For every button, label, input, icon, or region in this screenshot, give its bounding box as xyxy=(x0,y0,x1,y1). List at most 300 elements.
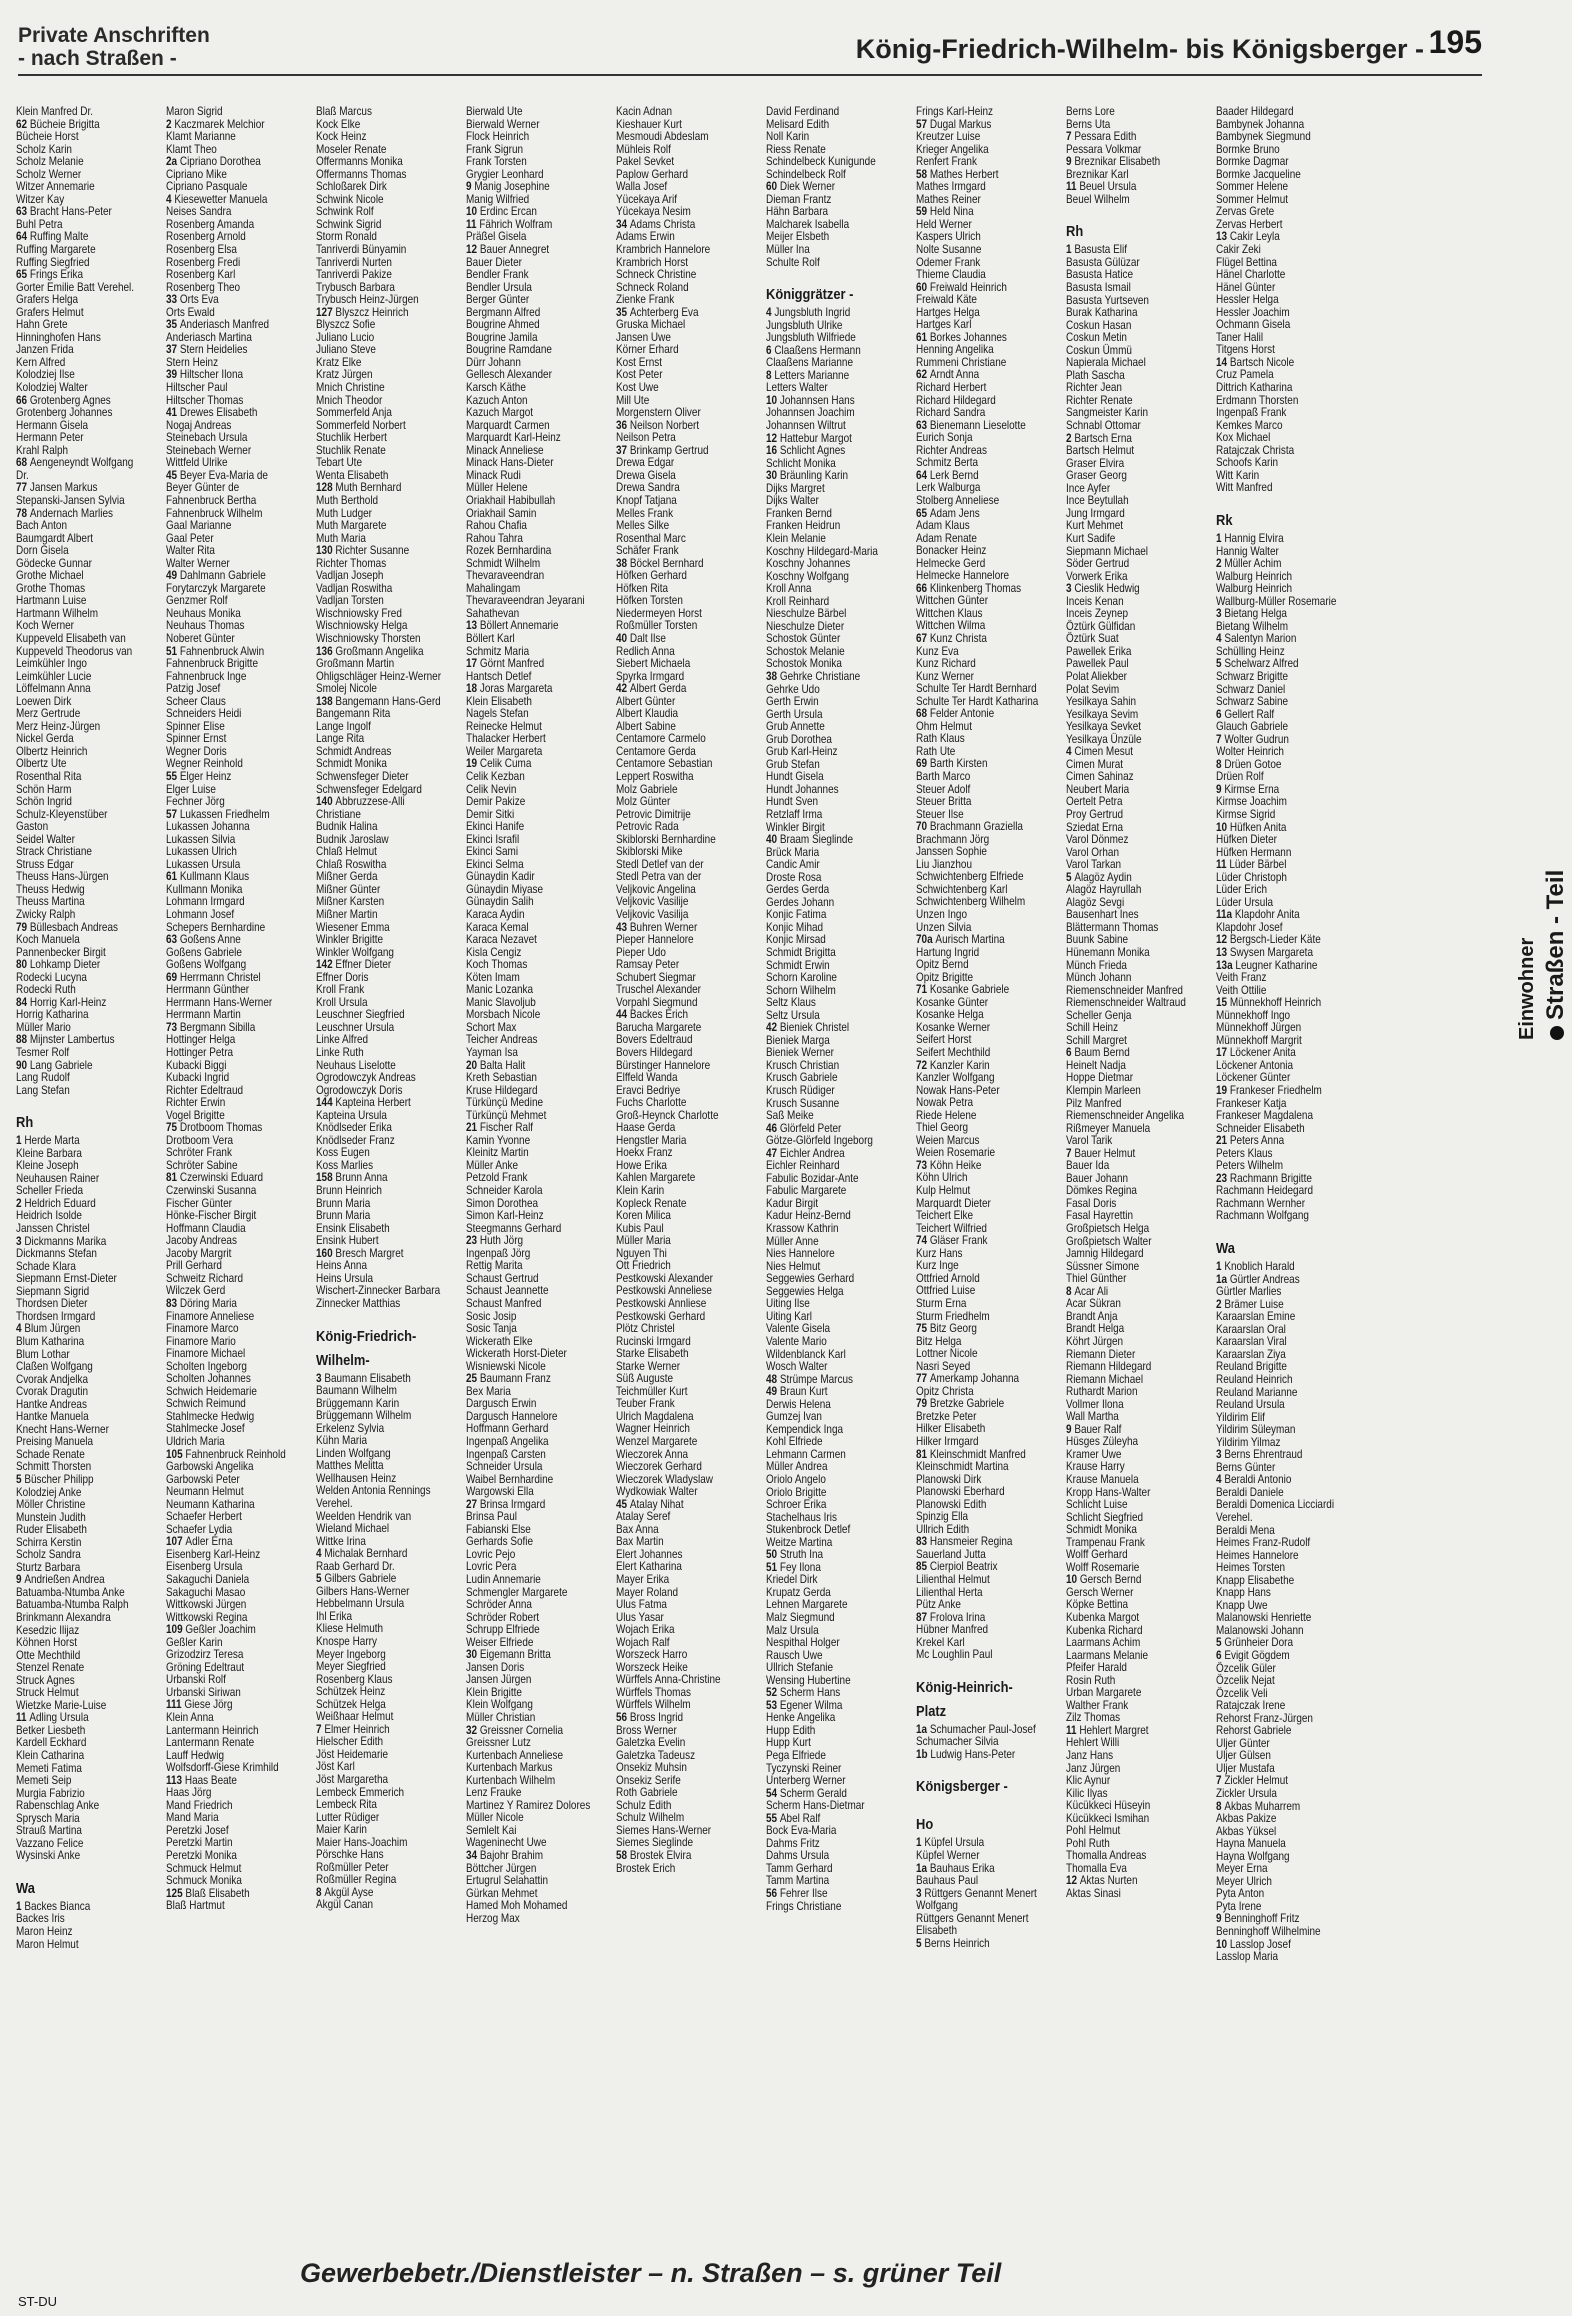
resident-name: Wall Martha xyxy=(1066,1410,1119,1424)
resident-name: Vogel Brigitte xyxy=(166,1108,225,1122)
resident-name: Bierwald Werner xyxy=(466,117,540,131)
resident-name: Manic Slavoljub xyxy=(466,995,536,1009)
resident-name: Scheller Genja xyxy=(1066,1008,1132,1022)
resident-name: Klein Melanie xyxy=(766,531,826,545)
resident-name: Merz Heinz-Jürgen xyxy=(16,719,101,733)
resident-name: Brunn Anna xyxy=(335,1171,388,1185)
resident-name: Günaydin Miyase xyxy=(466,882,544,896)
resident-name: Leppert Roswitha xyxy=(616,769,694,783)
resident-name: Peretzki Martin xyxy=(166,1836,233,1850)
resident-name: Rüttgers Genannt Menert xyxy=(924,1886,1037,1900)
resident-name: Oertelt Petra xyxy=(1066,795,1123,809)
resident-name: Abel Ralf xyxy=(779,1811,821,1825)
resident-name: Schwink Rolf xyxy=(316,205,374,219)
resident-name: Seifert Mechthild xyxy=(916,1046,991,1060)
resident-name: Krambrich Horst xyxy=(616,255,689,269)
resident-name: Janssen Sophie xyxy=(916,845,987,859)
resident-name: Schön Ingrid xyxy=(16,795,72,809)
resident-name: Adler Erna xyxy=(185,1535,233,1549)
resident-name: Bücheie Horst xyxy=(16,130,79,144)
resident-name: Roßmüller Peter xyxy=(316,1860,389,1874)
resident-name: Taner Halil xyxy=(1216,330,1264,344)
house-number: 5 xyxy=(916,1936,925,1950)
resident-name: Winkler Brigitte xyxy=(316,933,384,947)
resident-name: Tamm Martina xyxy=(766,1874,830,1888)
resident-name: Noll Karin xyxy=(766,130,810,144)
resident-name: Aurisch Martina xyxy=(935,933,1005,947)
resident-name: Goßens Wolfgang xyxy=(166,958,247,972)
house-entry xyxy=(916,1536,1052,1549)
resident-name: Herrmann Hans-Werner xyxy=(166,995,273,1009)
resident-name: Fey Ilona xyxy=(779,1560,821,1574)
resident-name: Riede Helene xyxy=(916,1108,977,1122)
resident-name: Plath Sascha xyxy=(1066,368,1125,382)
resident-name: Braun Kurt xyxy=(779,1385,828,1399)
resident-name: Centamore Carmelo xyxy=(616,732,706,746)
resident-name: Bross Ingrid xyxy=(629,1711,684,1724)
house-entry xyxy=(916,633,1052,646)
resident-name: Gerdes Johann xyxy=(766,895,835,909)
resident-name: Lovric Pejo xyxy=(466,1547,516,1561)
resident-name: Müller Christian xyxy=(466,1711,536,1724)
resident-name: Buhren Werner xyxy=(629,920,698,934)
house-number: 55 xyxy=(166,769,180,783)
house-number: 160 xyxy=(316,1246,336,1260)
resident-name: Krusch Christian xyxy=(766,1058,840,1072)
resident-name: Hermann Gisela xyxy=(16,418,89,432)
resident-name: Teichert Elke xyxy=(916,1209,974,1223)
house-entry xyxy=(616,683,752,696)
house-number: 58 xyxy=(916,167,930,181)
resident-name: Hundt Sven xyxy=(766,795,819,809)
resident-name: Fischer Ralf xyxy=(479,1121,534,1135)
resident-name: Kosanke Gabriele xyxy=(929,983,1010,997)
resident-name: Thiel Georg xyxy=(916,1121,969,1135)
resident-name: Gaal Peter xyxy=(166,531,214,545)
resident-name: Centamore Sebastian xyxy=(616,757,713,771)
house-entry xyxy=(166,1122,302,1135)
resident-name: Witt Karin xyxy=(1216,468,1260,482)
resident-name: Meijer Elsbeth xyxy=(766,230,830,244)
resident-name: Roßmüller Regina xyxy=(316,1873,397,1887)
resident-name: Kubacki Ingrid xyxy=(166,1071,230,1085)
resident-name: Koren Milica xyxy=(616,1209,671,1223)
resident-name: Scheller Frieda xyxy=(16,1184,84,1198)
resident-name: Heimes Hannelore xyxy=(1216,1548,1299,1562)
resident-name: Rausch Uwe xyxy=(766,1648,823,1662)
resident-name: Acar Sükran xyxy=(1066,1297,1121,1311)
resident-name: Sauerland Jutta xyxy=(916,1547,986,1561)
resident-name: Pannenbecker Birgit xyxy=(16,945,106,959)
resident-name: Renfert Frank xyxy=(916,155,977,169)
resident-name: Orts Ewald xyxy=(166,305,215,319)
resident-name: Dr. xyxy=(16,468,29,482)
resident-name: Matthes Melitta xyxy=(316,1459,384,1473)
resident-name: Großmann Angelika xyxy=(335,644,424,658)
resident-name: Schulte Ter Hardt Katharina xyxy=(916,694,1039,708)
resident-name: Lehmann Carmen xyxy=(766,1447,846,1461)
resident-name: Münnekhoff Ingo xyxy=(1216,1008,1291,1022)
resident-name: Kahlen Margarete xyxy=(616,1171,696,1185)
resident-name: Yücekaya Nesim xyxy=(616,205,691,219)
resident-name: Steinebach Werner xyxy=(166,443,252,457)
resident-name: Atalay Seref xyxy=(616,1510,671,1524)
house-number: 49 xyxy=(766,1385,780,1399)
resident-name: Kubis Paul xyxy=(616,1221,664,1235)
house-number: 66 xyxy=(16,393,30,407)
resident-name: Akbas Yüksel xyxy=(1216,1824,1277,1838)
house-number: 2 xyxy=(1216,557,1225,571)
house-number: 13a xyxy=(1216,958,1236,972)
house-entry xyxy=(1216,997,1352,1010)
resident-name: Kücükkeci Ismihan xyxy=(1066,1811,1150,1825)
house-number: 35 xyxy=(616,305,630,319)
resident-name: Yildirim Süleyman xyxy=(1216,1423,1296,1437)
resident-name: Höfken Torsten xyxy=(616,594,683,608)
resident-name: Malanowski Henriette xyxy=(1216,1611,1312,1625)
house-number: 11 xyxy=(16,1711,30,1725)
resident-name: Geßler Karin xyxy=(166,1635,223,1649)
resident-name: Wenzel Margarete xyxy=(616,1434,698,1448)
resident-name: Hartges Helga xyxy=(916,305,980,319)
resident-name: Richter Edeltraud xyxy=(166,1083,244,1097)
resident-name: Wolfsdorff-Giese Krimhild xyxy=(166,1761,279,1775)
resident-name: Lembeck Rita xyxy=(316,1798,377,1812)
resident-name: Kliese Helmuth xyxy=(316,1622,384,1636)
resident-name: Hartmann Wilhelm xyxy=(16,606,99,620)
resident-name: Frankeser Friedhelm xyxy=(1229,1084,1322,1098)
house-number: 72 xyxy=(916,1058,930,1072)
house-number: 11 xyxy=(1216,858,1230,872)
resident-name: Uljer Gülsen xyxy=(1216,1749,1271,1763)
resident-name: Yildirim Yilmaz xyxy=(1216,1435,1281,1449)
house-number: 1 xyxy=(16,1899,25,1913)
resident-name: Schwarz Sabine xyxy=(1216,695,1289,709)
resident-name: Stenzel Renate xyxy=(16,1661,85,1675)
resident-name: Leuschner Siegfried xyxy=(316,1008,405,1022)
spacer xyxy=(1216,495,1352,507)
resident-name: Offermanns Thomas xyxy=(316,167,407,181)
resident-name: Schostok Günter xyxy=(766,632,841,646)
resident-name: Wieczorek Gerhard xyxy=(616,1460,702,1474)
resident-name: Schaust Manfred xyxy=(466,1296,542,1310)
resident-name: Jungsbluth Wilfriede xyxy=(766,331,856,345)
resident-name: Koch Thomas xyxy=(466,958,528,972)
house-entry xyxy=(16,1574,152,1587)
resident-name: Tebart Ute xyxy=(316,456,363,470)
resident-name: Mißner Karsten xyxy=(316,895,385,909)
resident-name: Siebert Michaela xyxy=(616,657,691,671)
house-number: 77 xyxy=(916,1372,930,1386)
resident-name: Haas Beate xyxy=(184,1773,237,1787)
resident-name: Schmuck Monika xyxy=(166,1874,242,1888)
resident-name: Martinez Y Ramirez Dolores xyxy=(466,1798,591,1812)
resident-name: Bauer Helmut xyxy=(1074,1146,1136,1160)
resident-name: Bex Maria xyxy=(466,1384,511,1398)
side-tab-label xyxy=(1516,869,1569,1040)
resident-name: Schneck Roland xyxy=(616,280,689,294)
resident-name: Finamore Mario xyxy=(166,1334,236,1348)
house-entry xyxy=(166,294,302,307)
resident-name: Derwis Helena xyxy=(766,1397,831,1411)
resident-name: Wittchen Klaus xyxy=(916,606,983,620)
resident-name: Vadljan Joseph xyxy=(316,569,384,583)
resident-name: Drewa Edgar xyxy=(616,456,675,470)
resident-name: Neilson Norbert xyxy=(629,418,700,432)
resident-name: Kleinschmidt Manfred xyxy=(929,1447,1026,1461)
resident-name: Borkes Johannes xyxy=(929,330,1007,344)
resident-name: Bangemann Hans-Gerd xyxy=(335,694,441,708)
resident-name: Ingenpaß Angelika xyxy=(466,1434,549,1448)
resident-name: Beraldi Mena xyxy=(1216,1523,1275,1537)
house-number: 47 xyxy=(766,1146,780,1160)
house-number: 21 xyxy=(466,1121,480,1135)
resident-name: Kurz Inge xyxy=(916,1259,959,1273)
resident-name: Schmidt Monika xyxy=(316,757,387,771)
resident-name: Köhrt Jürgen xyxy=(1066,1334,1124,1348)
resident-name: Rehorst Franz-Jürgen xyxy=(1216,1711,1313,1725)
house-number: 37 xyxy=(616,443,630,457)
resident-name: Berger Günter xyxy=(466,293,530,307)
resident-name: Scholten Johannes xyxy=(166,1372,251,1386)
resident-name: Muth Berthold xyxy=(316,493,379,507)
resident-name: Kubacki Biggi xyxy=(166,1058,227,1072)
resident-name: Gaston xyxy=(16,820,49,834)
resident-name: Würffels Anna-Christine xyxy=(616,1673,721,1687)
resident-name: Unterberg Werner xyxy=(766,1774,846,1788)
resident-name: Eisenberg Ursula xyxy=(166,1560,243,1574)
house-number: 1a xyxy=(916,1861,930,1875)
house-number: 7 xyxy=(1216,1774,1225,1788)
resident-name: Büscher Philipp xyxy=(24,1472,94,1486)
resident-name: Teicher Andreas xyxy=(466,1033,538,1047)
resident-name: Sommer Helmut xyxy=(1216,192,1289,206)
resident-name: Janz Hans xyxy=(1066,1749,1114,1762)
resident-name: Hupp Edith xyxy=(766,1723,816,1737)
resident-name: Ekinci Hanife xyxy=(466,820,525,834)
house-number: 79 xyxy=(916,1397,930,1411)
resident-name: Cimen Murat xyxy=(1066,757,1124,771)
house-number: 69 xyxy=(916,757,930,771)
resident-name: Mayer Roland xyxy=(616,1585,679,1599)
resident-name: Schülling Heinz xyxy=(1216,644,1285,658)
resident-name: Blaß Hartmut xyxy=(166,1899,225,1913)
resident-name: Haase Gerda xyxy=(616,1121,676,1135)
resident-name: Basusta Hatice xyxy=(1066,268,1134,282)
house-entry xyxy=(166,1624,302,1637)
resident-name: Adams Christa xyxy=(629,217,696,231)
resident-name: Spinzig Ella xyxy=(916,1510,969,1524)
resident-name: Stuchlik Renate xyxy=(316,443,386,457)
resident-name: Minack Rudi xyxy=(466,468,521,482)
resident-name: Fahnenbruck Inge xyxy=(166,669,247,683)
resident-name: Hüfken Dieter xyxy=(1216,833,1277,847)
resident-name: Frings Karl-Heinz xyxy=(916,106,994,118)
resident-name: Petzold Frank xyxy=(466,1171,528,1185)
house-number: 109 xyxy=(166,1623,186,1637)
resident-name: Lerk Bernd xyxy=(929,468,979,482)
house-number: 13 xyxy=(1216,946,1230,959)
resident-name: Sakaguchi Masao xyxy=(166,1585,246,1599)
house-number: 57 xyxy=(916,117,930,131)
house-number: 15 xyxy=(1216,996,1230,1010)
house-number: 17 xyxy=(1216,1046,1230,1060)
resident-name: Sakaguchi Daniela xyxy=(166,1572,250,1586)
resident-name: Proy Gertrud xyxy=(1066,807,1124,821)
house-number: 74 xyxy=(916,1234,930,1248)
house-number: 14 xyxy=(1216,355,1230,369)
resident-name: Koss Marlies xyxy=(316,1158,374,1172)
house-number: 4 xyxy=(1216,632,1225,646)
resident-name: Bietang Helga xyxy=(1224,607,1287,621)
resident-name: Zervas Herbert xyxy=(1216,217,1283,231)
resident-name: Siemes Sieglinde xyxy=(616,1836,694,1850)
house-number: 67 xyxy=(916,631,930,645)
house-number: 40 xyxy=(766,833,780,847)
resident-name: Müller Achim xyxy=(1224,557,1282,571)
resident-name: Kullmann Klaus xyxy=(179,870,250,884)
resident-name: Scherm Hans-Dietmar xyxy=(766,1799,865,1813)
resident-name: Schützek Helga xyxy=(316,1697,386,1711)
resident-name: Konjic Mirsad xyxy=(766,933,826,947)
resident-name: Heins Anna xyxy=(316,1259,368,1273)
resident-name: Hayna Wolfgang xyxy=(1216,1849,1290,1863)
resident-name: Niedermeyen Horst xyxy=(616,606,702,620)
resident-name: Rosenberg Karl xyxy=(166,268,236,282)
resident-name: Knapp Hans xyxy=(1216,1586,1271,1600)
house-number: 9 xyxy=(1216,782,1225,796)
resident-name: Kratz Jürgen xyxy=(316,368,373,382)
resident-name: Wilczek Gerd xyxy=(166,1284,226,1298)
resident-name: Elger Heinz xyxy=(179,769,232,783)
resident-name: Kohl Elfriede xyxy=(766,1435,823,1449)
house-number: 75 xyxy=(916,1322,930,1336)
resident-name: Witzer Kay xyxy=(16,192,65,206)
resident-name: Freiwald Heinrich xyxy=(929,280,1007,294)
resident-name: Bürstinger Hannelore xyxy=(616,1058,711,1072)
resident-name: Dargusch Erwin xyxy=(466,1397,537,1411)
resident-name: Breznikar Karl xyxy=(1066,167,1129,181)
resident-name: Frankeser Katja xyxy=(1216,1096,1287,1110)
resident-name: Zickler Ursula xyxy=(1216,1787,1277,1800)
resident-name: Titgens Horst xyxy=(1216,343,1275,357)
resident-name: Siepmann Ernst-Dieter xyxy=(16,1272,117,1286)
resident-name: Neumann Helmut xyxy=(166,1485,244,1499)
house-entry xyxy=(16,457,152,470)
resident-name: Sziedat Erna xyxy=(1066,820,1124,834)
resident-name: Stukenbrock Detlef xyxy=(766,1523,851,1537)
resident-name: Haas Jörg xyxy=(166,1786,212,1800)
resident-name: Mißner Martin xyxy=(316,908,378,921)
house-number: 136 xyxy=(316,644,336,658)
resident-name: Effner Doris xyxy=(316,970,369,984)
resident-name: Kosanke Werner xyxy=(916,1020,991,1034)
resident-name: Schwichtenberg Karl xyxy=(916,882,1008,896)
side-tab-line1: Einwohner xyxy=(1516,937,1538,1040)
resident-name: Beyer Günter de xyxy=(166,481,240,495)
resident-name: Vollmer Ilona xyxy=(1066,1397,1124,1411)
resident-name: Kosanke Günter xyxy=(916,995,989,1009)
resident-name: Grygier Leonhard xyxy=(466,167,544,181)
house-number: 83 xyxy=(166,1296,180,1310)
resident-name: Budnik Halina xyxy=(316,820,378,834)
resident-name: Scherm Hans xyxy=(779,1686,841,1700)
resident-name: Kock Elke xyxy=(316,117,361,131)
resident-name: Hüfken Hermann xyxy=(1216,845,1292,859)
resident-name: Elffeld Wanda xyxy=(616,1071,678,1085)
resident-name: Gürtler Andreas xyxy=(1229,1272,1300,1286)
resident-name: Bitz Helga xyxy=(916,1334,962,1348)
resident-name: Ulrich Magdalena xyxy=(616,1409,694,1423)
resident-name: Lilienthal Herta xyxy=(916,1585,983,1599)
resident-name: Patzig Josef xyxy=(166,682,221,696)
resident-name: Balta Halit xyxy=(479,1058,526,1072)
resident-name: Mill Ute xyxy=(616,393,650,407)
resident-name: Felder Antonie xyxy=(929,707,995,721)
house-entry xyxy=(1066,181,1202,194)
resident-name: Lehnen Margarete xyxy=(766,1598,848,1612)
resident-name: Drewes Elisabeth xyxy=(179,406,258,420)
resident-name: Bauhaus Erika xyxy=(929,1861,995,1875)
house-number: 1 xyxy=(16,1134,25,1148)
resident-name: Jöst Heidemarie xyxy=(316,1747,389,1761)
house-number: 83 xyxy=(916,1535,930,1549)
resident-name: Lerk Walburga xyxy=(916,481,981,495)
resident-name: Bieniek Christel xyxy=(779,1021,850,1035)
resident-name: Gilbers Gabriele xyxy=(324,1572,397,1586)
resident-name: Gürkan Mehmet xyxy=(466,1886,538,1900)
house-number: 9 xyxy=(1216,1912,1225,1926)
resident-name: Malz Ursula xyxy=(766,1623,819,1637)
resident-name: Riemenschneider Angelika xyxy=(1066,1109,1185,1123)
house-number: 51 xyxy=(166,644,180,658)
resident-name: Özcelik Veli xyxy=(1216,1686,1268,1700)
resident-name: Meyer Ulrich xyxy=(1216,1874,1272,1888)
resident-name: Cruz Pamela xyxy=(1216,368,1274,382)
resident-name: Seggewies Gerhard xyxy=(766,1272,855,1286)
resident-name: Drotboom Thomas xyxy=(179,1121,263,1135)
resident-name: Buhl Petra xyxy=(16,217,63,231)
resident-name: Schön Harm xyxy=(16,782,72,796)
resident-name: Jungsbluth Ulrike xyxy=(766,318,843,332)
resident-name: Murgia Fabrizio xyxy=(16,1786,85,1800)
resident-name: Petrovic Dimitrije xyxy=(616,807,691,821)
resident-name: Mand Maria xyxy=(166,1811,219,1825)
house-number: 66 xyxy=(916,581,930,595)
resident-name: Hundt Johannes xyxy=(766,782,839,796)
resident-name: Inceis Kenan xyxy=(1066,594,1124,608)
resident-name: Egener Wilma xyxy=(779,1698,843,1712)
resident-name: Budnik Jaroslaw xyxy=(316,832,389,846)
house-entry xyxy=(316,1548,452,1561)
resident-name: Özcelik Nejat xyxy=(1216,1674,1275,1688)
resident-name: Lauff Hedwig xyxy=(166,1748,225,1762)
resident-name: Droste Rosa xyxy=(766,870,822,884)
resident-name: Blyszcz Sofie xyxy=(316,318,376,332)
resident-name: Pestkowski Anneliese xyxy=(616,1284,712,1298)
resident-name: Fischer Günter xyxy=(166,1196,232,1210)
resident-name: Wojach Erika xyxy=(616,1623,675,1637)
resident-name: Kücükkeci Hüseyin xyxy=(1066,1799,1151,1813)
resident-name: Nasri Seyed xyxy=(916,1359,971,1373)
resident-name: Schoofs Karin xyxy=(1216,456,1279,470)
resident-name: Müller Andrea xyxy=(766,1460,828,1474)
resident-name: Grothe Thomas xyxy=(16,581,86,595)
resident-name: Hottinger Helga xyxy=(166,1033,236,1047)
house-number: 70 xyxy=(916,820,930,834)
directory-column xyxy=(616,106,752,2250)
resident-name: Claaßens Hermann xyxy=(774,343,861,357)
